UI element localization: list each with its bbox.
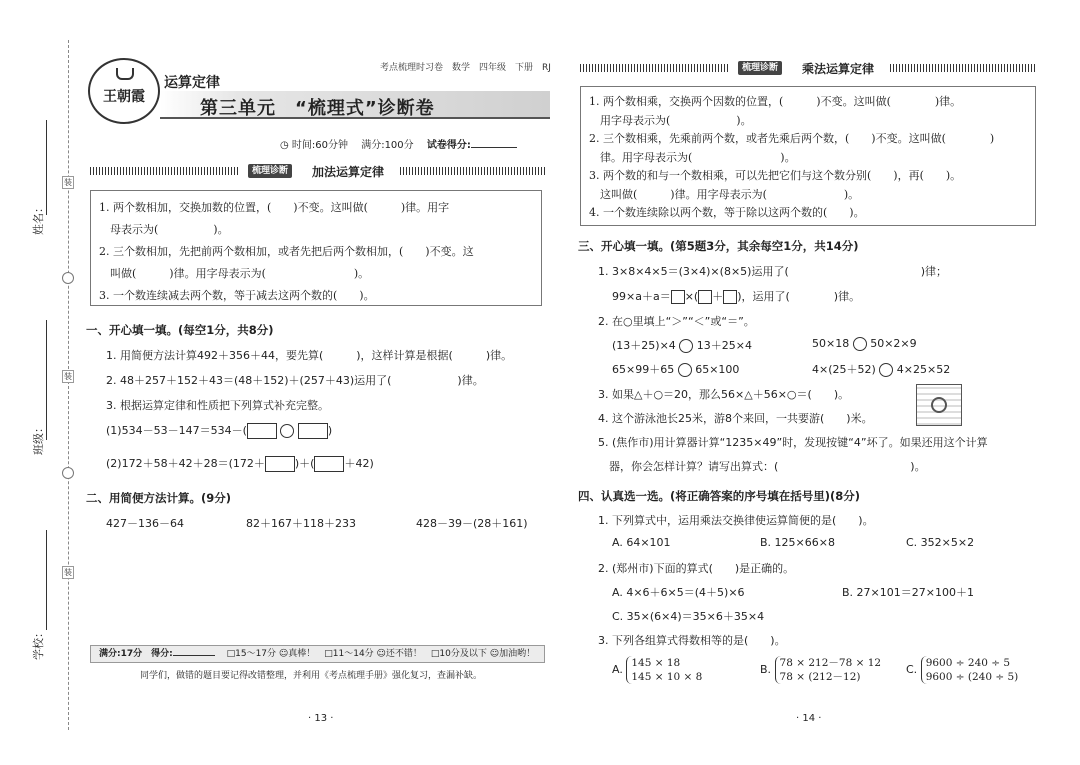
binding-hole <box>62 272 74 284</box>
brace-group <box>921 656 1019 684</box>
expr-text: 78 × (212－12) <box>779 671 861 683</box>
expr-text: 13＋25×4 <box>696 339 753 352</box>
answer-box[interactable] <box>314 456 344 472</box>
option-b[interactable] <box>760 656 881 684</box>
box-line: 律。用字母表示为( )。 <box>589 150 796 164</box>
calc-expr: 82＋167＋118＋233 <box>246 517 356 530</box>
option-c[interactable] <box>906 656 1018 684</box>
expr-text: 50×18 <box>812 337 850 350</box>
compare-item <box>812 361 950 377</box>
page-title: 第三单元 “梳理式”诊断卷 <box>200 98 435 119</box>
expr-text: 65×100 <box>695 363 740 376</box>
answer-box[interactable] <box>265 456 295 472</box>
section-tag: 梳理诊断 <box>738 61 782 75</box>
expr-text: ) <box>327 424 333 437</box>
compare-circle[interactable] <box>678 363 692 377</box>
expr-text: 65×99＋65 <box>612 363 675 376</box>
name-line <box>46 120 47 215</box>
option-letter: C. <box>906 663 918 676</box>
unit-topic: 运算定律 <box>164 75 220 91</box>
class-label: 班级： <box>32 422 45 455</box>
cut-mark: 装 <box>64 178 72 187</box>
calc-expr: 427－136－64 <box>106 517 184 530</box>
full-score: 满分:100分 <box>361 140 414 151</box>
section-banner <box>580 61 1035 75</box>
box-line: 3. 两个数的和与一个数相乘，可以先把它们与这个数分别( )，再( )。 <box>589 169 962 182</box>
box-line: 母表示为( )。 <box>99 223 229 236</box>
compare-circle[interactable] <box>853 337 867 351</box>
page-number: · 14 · <box>796 713 822 724</box>
section-1-title: 一、开心填一填。(每空1分，共8分) <box>86 323 274 337</box>
cut-mark: 装 <box>64 568 72 577</box>
clock-icon: ◷ <box>280 140 289 151</box>
question-3-3: 3. 如果△＋○＝20，那么56×△＋56×○＝( )。 <box>598 388 850 401</box>
review-box <box>90 190 542 306</box>
option-c[interactable]: C. 352×5×2 <box>906 536 975 549</box>
option-c[interactable]: C. 35×(6×4)＝35×6＋35×4 <box>612 610 765 623</box>
option-a[interactable]: A. 4×6＋6×5＝(4＋5)×6 <box>612 586 745 599</box>
hatch-decor <box>400 167 545 175</box>
section-label: 乘法运算定律 <box>802 62 875 76</box>
question-1-2: 2. 48＋257＋152＋43＝(48＋152)＋(257＋43)运用了( )律。 <box>106 374 484 387</box>
compare-circle[interactable] <box>879 363 893 377</box>
answer-box[interactable] <box>298 423 328 439</box>
expr-text: 78 × 212－78 × 12 <box>779 657 882 669</box>
box-line: 1. 两个数相乘，交换两个因数的位置，( )不变。这叫做( )律。 <box>589 95 962 108</box>
brand-logo <box>88 58 160 124</box>
option-letter: A. <box>612 663 623 676</box>
section-4-title: 四、认真选一选。(将正确答案的序号填在括号里)(8分) <box>578 489 861 503</box>
score-label: 试卷得分: <box>426 140 471 151</box>
swim-ring-icon <box>931 397 947 413</box>
question-3-5b: 器，你会怎样计算？请写出算式：( )。 <box>598 460 926 473</box>
page-number: · 13 · <box>308 713 334 724</box>
page-13 <box>80 0 550 765</box>
box-line: 2. 三个数相乘，先乘前两个数，或者先乘后两个数，( )不变。这叫做( ) <box>589 132 995 145</box>
box-line: 1. 两个数相加，交换加数的位置，( )不变。这叫做( )律。用字 <box>99 201 450 214</box>
binding-strip <box>0 0 78 765</box>
question-1-3: 3. 根据运算定律和性质把下列算式补充完整。 <box>106 399 329 412</box>
option-b[interactable]: B. 125×66×8 <box>760 536 835 549</box>
class-line <box>46 320 47 440</box>
expr-text: )＋( <box>294 457 315 470</box>
question-3-4: 4. 这个游泳池长25米，游8个来回，一共要游( )米。 <box>598 412 873 425</box>
page-14 <box>576 0 1056 765</box>
logo-text: 王朝霞 <box>103 89 145 105</box>
cut-mark: 装 <box>64 372 72 381</box>
section-3-title: 三、开心填一填。(第5题3分，其余每空1分，共14分) <box>578 239 859 253</box>
footer-rating: □15～17分 ☺真棒！ □11～14分 ☺还不错！ □10分及以下 ☺加油哟！ <box>226 649 536 659</box>
expr-text: 4×(25＋52) <box>812 363 876 376</box>
series-info: 考点梳理时习卷 数学 四年级 下册 RJ <box>380 63 551 73</box>
name-label: 姓名： <box>32 202 45 235</box>
box-line: 4. 一个数连续除以两个数，等于除以这两个数的( )。 <box>589 206 865 219</box>
question-3-1b <box>612 288 860 304</box>
brace-group <box>775 656 882 684</box>
expr-text: 145 × 18 <box>631 657 681 669</box>
option-b[interactable]: B. 27×101＝27×100＋1 <box>842 586 974 599</box>
hatch-decor <box>90 167 240 175</box>
question-4-2: 2. (郑州市)下面的算式( )是正确的。 <box>598 562 795 575</box>
option-letter: B. <box>760 663 772 676</box>
exam-meta <box>280 136 517 151</box>
expr-text: ＋ <box>712 290 724 303</box>
operator-circle[interactable] <box>280 424 294 438</box>
expr-text: (13＋25)×4 <box>612 339 676 352</box>
score-footer <box>90 645 545 663</box>
expr-text: ×( <box>684 290 699 303</box>
answer-box[interactable] <box>723 290 737 304</box>
section-label: 加法运算定律 <box>312 165 385 179</box>
expr-text: )，运用了( )律。 <box>737 290 861 303</box>
cut-line <box>68 40 69 730</box>
score-blank[interactable] <box>471 147 517 148</box>
school-line <box>46 530 47 630</box>
box-line: 用字母表示为( )。 <box>589 113 752 127</box>
time-limit: 时间:60分钟 <box>291 140 349 151</box>
expr-text: 99×a＋a＝ <box>612 290 671 303</box>
expr-text: 9600 ÷ (240 ÷ 5) <box>925 671 1019 683</box>
binding-hole <box>62 467 74 479</box>
expr-text: 9600 ÷ 240 ÷ 5 <box>925 657 1011 669</box>
section-tag: 梳理诊断 <box>248 164 292 178</box>
answer-box[interactable] <box>698 290 712 304</box>
hatch-decor <box>890 64 1035 72</box>
footnote: 同学们，做错的题目要记得改错整理，并利用《考点梳理手册》强化复习，查漏补缺。 <box>140 671 483 681</box>
school-label: 学校： <box>32 627 45 660</box>
review-box <box>580 86 1036 226</box>
section-2-title: 二、用简便方法计算。(9分) <box>86 491 232 505</box>
brace-group <box>626 656 702 684</box>
answer-box[interactable] <box>247 423 277 439</box>
box-line: 这叫做( )律。用字母表示为( )。 <box>589 187 860 201</box>
expr-text: 50×2×9 <box>870 337 917 350</box>
crown-icon <box>116 68 134 80</box>
calc-expr: 428－39－(28＋161) <box>416 517 528 530</box>
title-bar <box>160 91 550 119</box>
question-1-1: 1. 用简便方法计算492＋356＋44，要先算( )，这样计算是根据( )律。 <box>106 349 513 362</box>
expr-text: (1)534－53－147＝534－( <box>106 424 247 437</box>
compare-circle[interactable] <box>679 339 693 353</box>
score-blank[interactable] <box>173 647 215 656</box>
compare-item <box>612 361 739 377</box>
question-1-3b <box>106 455 374 472</box>
expr-text: 145 × 10 × 8 <box>631 671 703 683</box>
section-banner <box>90 164 545 178</box>
box-line: 叫做( )律。用字母表示为( )。 <box>99 267 370 280</box>
question-1-3a <box>106 422 332 439</box>
compare-item <box>612 337 752 353</box>
question-3-1: 1. 3×8×4×5＝(3×4)×(8×5)运用了( )律； <box>598 265 948 278</box>
question-3-5: 5. (焦作市)用计算器计算“1235×49”时，发现按键“4”坏了。如果还用这个计算 <box>598 436 988 449</box>
hatch-decor <box>580 64 730 72</box>
compare-item <box>812 337 917 351</box>
expr-text: (2)172＋58＋42＋28＝(172＋ <box>106 457 265 470</box>
box-line: 2. 三个数相加，先把前两个数相加，或者先把后两个数相加，( )不变。这 <box>99 245 474 258</box>
question-4-3: 3. 下列各组算式得数相等的是( )。 <box>598 634 786 647</box>
question-4-1: 1. 下列算式中，运用乘法交换律使运算简便的是( )。 <box>598 514 874 527</box>
expr-text: 4×25×52 <box>896 363 951 376</box>
option-a[interactable] <box>612 656 702 684</box>
answer-box[interactable] <box>671 290 685 304</box>
box-line: 3. 一个数连续减去两个数，等于减去这两个数的( )。 <box>99 289 375 302</box>
footer-score: 满分:17分 得分: <box>99 649 173 659</box>
swimming-pool-image <box>916 384 962 426</box>
expr-text: ＋42) <box>344 457 374 470</box>
question-3-2: 2. 在○里填上“＞”“＜”或“＝”。 <box>598 315 755 328</box>
option-a[interactable]: A. 64×101 <box>612 536 671 549</box>
